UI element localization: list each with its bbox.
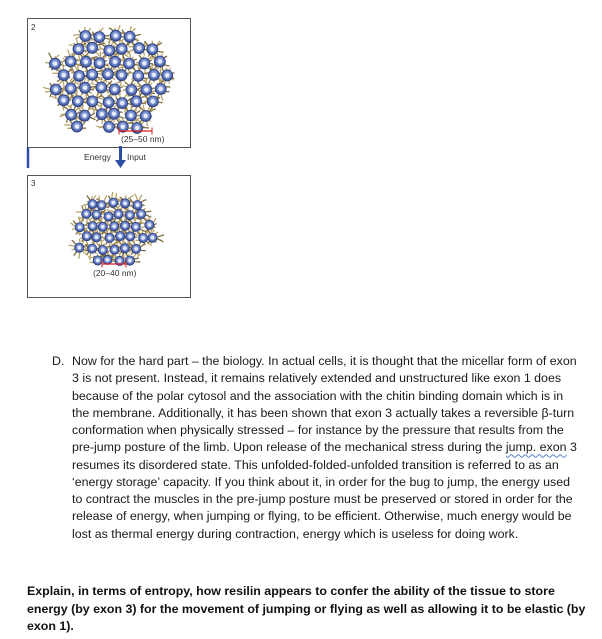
micelle-core [128,213,132,217]
micelle-core [113,87,117,91]
micelle-core [142,61,146,65]
micelle-core [123,224,127,228]
micelle-core [128,259,132,263]
micelle-core [76,99,80,103]
micelle-core [90,99,94,103]
panel-3-number: 3 [31,179,36,188]
micelle-core [69,86,73,90]
micelle-core [53,62,57,66]
micelle-core [108,236,112,240]
micelle-core [119,73,123,77]
spellcheck-flagged-text[interactable]: jump. exon [505,440,567,455]
micelle-core [77,246,81,250]
micelle-core [123,247,127,251]
micelle-core [100,203,104,207]
micelle-core [91,202,95,206]
micelle-core [54,87,58,91]
micelle-core [85,234,89,238]
micelle-core [165,73,169,77]
micelle-core [127,61,131,65]
micelle-core [95,236,99,240]
micelle-core [127,35,131,39]
micelle-core [112,225,116,229]
micelle-core [106,258,110,262]
micelle-core [62,73,66,77]
micelle-core [159,87,163,91]
micelle-lattice-compressed [68,192,164,265]
micelle-core [152,73,156,77]
micelle-core [134,225,138,229]
micelle-core [128,235,132,239]
micelle-core [99,85,103,89]
micelle-core [129,88,133,92]
micelle-core [82,114,86,118]
micelle-core [100,112,104,116]
micelle-core [137,46,141,50]
micelle-core [69,59,73,63]
micelle-core [129,113,133,117]
micelle-core [101,248,105,252]
micelle-core [120,47,124,51]
micelle-core [83,34,87,38]
micelle-core [83,86,87,90]
micelle-core [95,213,99,217]
micelle-core [139,212,143,216]
micelle-lattice-expanded [43,25,174,133]
micelle-core [84,60,88,64]
micelle-core [121,125,125,129]
micelle-core [107,215,111,219]
input-label: Input [127,152,146,162]
micelle-core [112,201,116,205]
micelle-core [69,113,73,117]
micelle-core [107,48,111,52]
micelle-core [134,99,138,103]
micelle-core [96,259,100,263]
micelle-core [158,59,162,63]
micelle-core [151,236,155,240]
micelle-core [118,259,122,263]
micelle-core [113,248,117,252]
micelle-core [106,100,110,104]
micelle-core [136,74,140,78]
micelle-core [101,225,105,229]
micelle-core [150,47,154,51]
micelle-core [78,225,82,229]
panel-2-number: 2 [31,23,36,32]
energy-arrow-head [115,160,126,168]
micelle-core [97,35,101,39]
micelle-core [151,99,155,103]
micelle-core [114,34,118,38]
micelle-core [77,74,81,78]
micelle-core [118,234,122,238]
question-d-text-part-1: Now for the hard part – the biology. In actual cells, it is thought that the micellar form of exon 3 is not present. Instead, it remains relatively extended and unstructured like exon 1 does because of the polar cytosol and the association with the chitin binding domain which is in the membrane. Additionally, it has been shown that exon 3 actually takes a reversible β-turn conformation when physically stressed – for instance by the pressure that results from the pre-jump posture of the limb. Upon release of the mechanical stress during the [72,354,577,455]
micelle-core [135,126,139,130]
question-d-marker: D. [52,354,65,368]
panel-2-dimension-label: (25–50 nm) [121,134,165,144]
micelle-core [85,212,89,216]
micelle-core [136,203,140,207]
final-question: Explain, in terms of entropy, how resilin appears to confer the ability of the tissue to store energy (by exon 3) for the movement of jumping or flying as well as allowing it to be elastic (by exon 1). [27,584,586,633]
micelle-core [120,101,124,105]
micelle-core [123,202,127,206]
micelle-core [90,72,94,76]
energy-label: Energy [84,152,111,162]
question-d-body [72,353,582,543]
micelle-core [143,114,147,118]
micelle-core [117,212,121,216]
micelle-core [76,47,80,51]
micelle-core [97,61,101,65]
micelle-core [112,112,116,116]
micelle-core [90,46,94,50]
micelle-core [107,125,111,129]
micelle-core [141,236,145,240]
micelle-core [61,98,65,102]
micelle-core [106,72,110,76]
micelle-core [91,224,95,228]
micelle-core [113,60,117,64]
micelle-core [148,223,152,227]
question-d-text-part-2: 3 resumes its disordered state. This unfolded-folded-unfolded transition is referred to as an ‘energy storage’ capacity. If you think about it, in order for the bug to jump, the energy used to contract the muscles in the pre-jump posture must be preserved or stored in order for the release of energy, when jumping or flying, to be efficient. Otherwise, much energy would be lost as thermal energy during contraction, energy which is useless for doing work. [72,440,577,541]
panel-3-dimension-label: (20–40 nm) [93,268,137,278]
question-d [52,353,582,543]
micelle-core [90,247,94,251]
micelle-core [75,124,79,128]
micelle-core [134,247,138,251]
micelle-core [144,88,148,92]
